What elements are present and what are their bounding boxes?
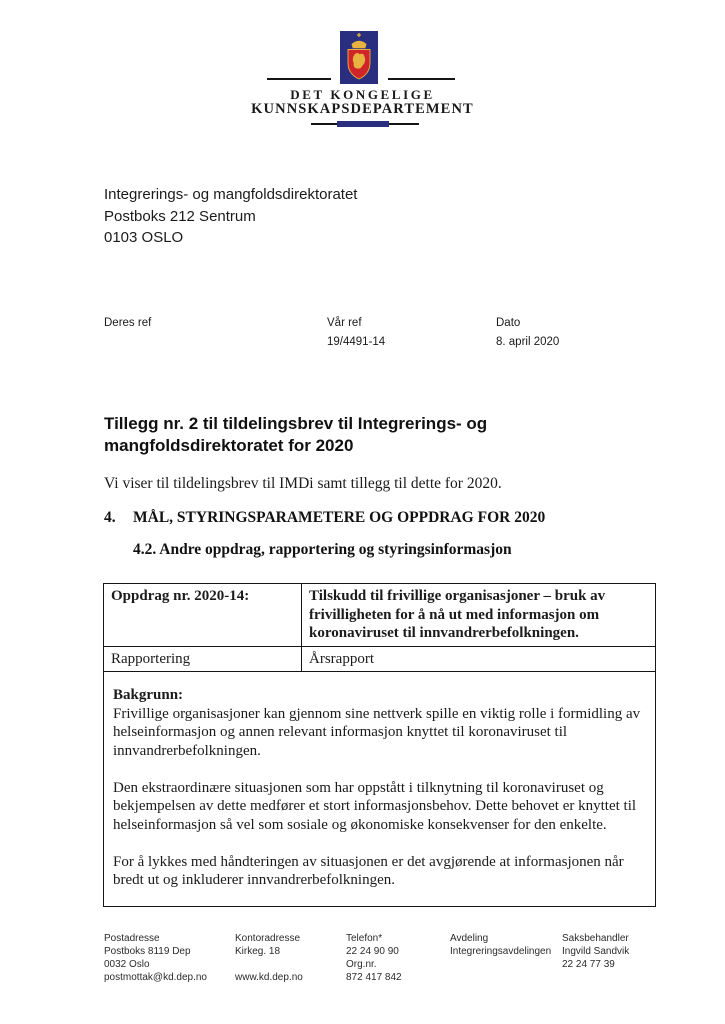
footer-line: Avdeling: [450, 933, 489, 944]
footer-line: Postboks 8119 Dep: [104, 946, 191, 957]
var-ref-value: 19/4491-14: [327, 336, 386, 348]
footer-email: postmottak@kd.dep.no: [104, 972, 207, 983]
logo-flank-line-left: [267, 78, 331, 80]
footer-telefon: [346, 932, 450, 984]
footer-line: Postadresse: [104, 933, 160, 944]
footer-line: Kirkeg. 18: [235, 946, 281, 957]
footer-avdeling: [450, 932, 562, 984]
footer-line: Saksbehandler: [562, 933, 629, 944]
section-title: MÅL, STYRINGSPARAMETERE OG OPPDRAG FOR 2020: [133, 509, 546, 526]
letter-footer: [104, 932, 664, 984]
section-heading-4: [104, 509, 664, 527]
footer-website: www.kd.dep.no: [235, 972, 303, 983]
section-number: 4.: [104, 509, 116, 526]
logo-flank-line-right: [388, 78, 455, 80]
footer-line: 0032 Oslo: [104, 959, 150, 970]
bakgrunn-paragraph-2: Den ekstraordinære situasjonen som har oppstått i tilknytning til koronaviruset og bekjempelsen av dette medfører et stort informasjonsbehov. Dette behovet er knyttet til helseinformasjon så vel som sosiale og økonomiske konsekvenser for den enkelte.: [113, 779, 637, 833]
royal-coat-of-arms-icon: [340, 31, 378, 84]
bakgrunn-paragraph-1: Frivillige organisasjoner kan gjennom sine nettverk spille en viktig rolle i formidling av helseinformasjon og annen relevant informasjon knyttet til koronaviruset til innvandrerbefolkningen.: [113, 705, 641, 759]
footer-line: Telefon*: [346, 933, 383, 944]
footer-line: Org.nr.: [346, 959, 377, 970]
recipient-postbox: Postboks 212 Sentrum: [104, 207, 256, 225]
footer-postadresse: [104, 932, 235, 984]
footer-line: Integreringsavdelingen: [450, 946, 552, 957]
bakgrunn-heading: Bakgrunn:: [113, 687, 184, 703]
footer-line: Ingvild Sandvik: [562, 946, 630, 957]
oppdrag-title-cell: Tilskudd til frivillige organisasjoner – bruk av frivilligheten for å nå ut med informasjon om koronaviruset til innvandrerbefolkningen.: [302, 584, 656, 647]
recipient-name: Integrerings- og mangfoldsdirektoratet: [104, 186, 358, 203]
table-row-oppdrag: [104, 584, 656, 647]
footer-line: Kontoradresse: [235, 933, 301, 944]
footer-saksbehandler: [562, 932, 662, 984]
rapportering-label-cell: Rapportering: [104, 646, 302, 672]
oppdrag-table: [103, 583, 656, 907]
deres-ref-label: Deres ref: [104, 317, 152, 329]
oppdrag-number-cell: Oppdrag nr. 2020-14:: [104, 584, 302, 647]
footer-line: 22 24 90 90: [346, 946, 399, 957]
table-row-rapportering: [104, 646, 656, 672]
dato-value: 8. april 2020: [496, 336, 560, 348]
rapportering-value-cell: Årsrapport: [302, 646, 656, 672]
logo-text-line2: KUNNSKAPSDEPARTEMENT: [251, 101, 474, 117]
subsection-heading-4-2: 4.2. Andre oppdrag, rapportering og styringsinformasjon: [133, 541, 512, 558]
footer-line: 22 24 77 39: [562, 959, 615, 970]
intro-paragraph: Vi viser til tildelingsbrev til IMDi samt tillegg til dette for 2020.: [104, 475, 502, 492]
document-title: Tillegg nr. 2 til tildelingsbrev til Integrerings- og mangfoldsdirektoratet for 2020: [104, 414, 488, 455]
footer-line: [235, 958, 346, 971]
var-ref-label: Vår ref: [327, 317, 362, 329]
bakgrunn-paragraph-3: For å lykkes med håndteringen av situasjonen er det avgjørende at informasjonen når bredt ut og inkluderer innvandrerbefolkningen.: [113, 853, 624, 888]
dato-label: Dato: [496, 317, 521, 329]
table-row-bakgrunn: [104, 672, 656, 907]
logo-text-line1: DET KONGELIGE: [290, 87, 435, 102]
footer-kontoradresse: [235, 932, 346, 984]
recipient-address: [104, 184, 357, 249]
footer-orgnr: 872 417 842: [346, 972, 402, 983]
recipient-city: 0103 OSLO: [104, 229, 184, 246]
logo-rule-accent: [337, 121, 389, 127]
bakgrunn-cell: [104, 672, 656, 907]
